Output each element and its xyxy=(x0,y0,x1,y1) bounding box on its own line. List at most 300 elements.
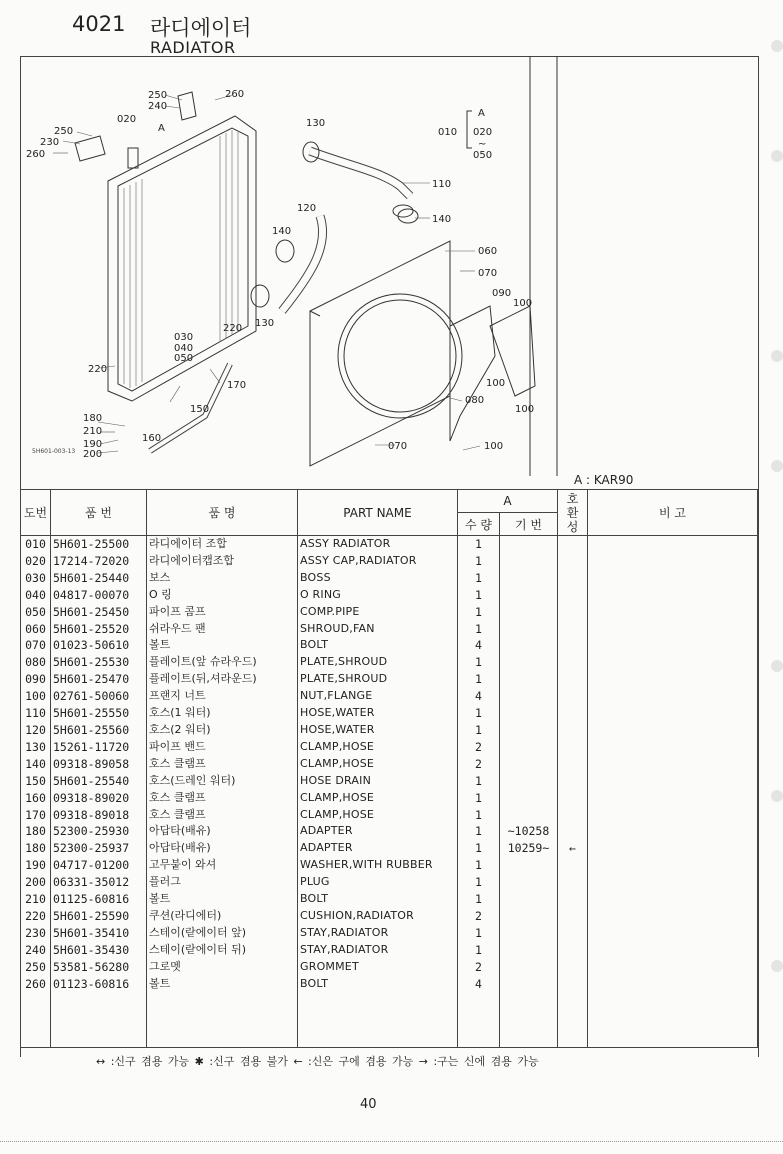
cell-remark xyxy=(588,654,758,671)
cell-part-no: 5H601-35430 xyxy=(51,942,147,959)
cell-remark xyxy=(588,959,758,976)
cell-remark xyxy=(588,587,758,604)
callout-label: 260 xyxy=(225,89,245,100)
table-row xyxy=(21,908,758,925)
cell-part-name: PLATE,SHROUD xyxy=(298,654,458,671)
cell-serial xyxy=(500,857,558,874)
cell-part-name: PLUG xyxy=(298,874,458,891)
callout-label: 050 xyxy=(174,353,194,364)
cell-name-ko: 호스 클램프 xyxy=(147,807,298,824)
cell-ic xyxy=(558,671,588,688)
callout-label: 100 xyxy=(515,404,535,415)
cell-remark xyxy=(588,807,758,824)
cell-remark xyxy=(588,688,758,705)
callout-label: 010 xyxy=(438,127,458,138)
cell-name-ko: 호스 클램프 xyxy=(147,790,298,807)
table-row xyxy=(21,959,758,976)
callout-label: 250 xyxy=(54,126,74,137)
cell-part-no: 53581-56280 xyxy=(51,959,147,976)
cell-part-no: 02761-50060 xyxy=(51,688,147,705)
callout-label: 100 xyxy=(486,378,506,389)
callout-label: 060 xyxy=(478,246,498,257)
empty-cell xyxy=(21,992,51,1048)
cell-part-name: BOLT xyxy=(298,891,458,908)
cell-part-name: BOSS xyxy=(298,570,458,587)
cell-name-ko: 볼트 xyxy=(147,891,298,908)
cell-no: 240 xyxy=(21,942,51,959)
cell-qty: 1 xyxy=(458,942,500,959)
cell-name-ko: 쉬라우드 팬 xyxy=(147,621,298,638)
cell-name-ko: 프랜지 너트 xyxy=(147,688,298,705)
header-no: 도번 xyxy=(21,490,51,536)
legend: ↔ :신구 겸용 가능 ✱ :신구 겸용 불가 ← :신은 구에 겸용 가능 → :구는 신에 겸용 가능 xyxy=(96,1055,539,1068)
cell-name-ko: O 링 xyxy=(147,587,298,604)
empty-cell xyxy=(558,992,588,1048)
cell-part-name: HOSE DRAIN xyxy=(298,773,458,790)
cell-part-name: GROMMET xyxy=(298,959,458,976)
cell-serial xyxy=(500,976,558,993)
cell-serial xyxy=(500,570,558,587)
callout-label: A xyxy=(158,123,165,134)
callout-label: 040 xyxy=(174,343,194,354)
cell-no: 220 xyxy=(21,908,51,925)
callout-label: 110 xyxy=(432,179,452,190)
cell-ic xyxy=(558,739,588,756)
cell-qty: 1 xyxy=(458,722,500,739)
header-title-ko: 라디에이터 xyxy=(150,16,252,40)
cell-part-no: 52300-25930 xyxy=(51,823,147,840)
cell-part-name: CLAMP,HOSE xyxy=(298,790,458,807)
header-interchange: 호 환 성 xyxy=(558,490,588,536)
cell-name-ko: 볼트 xyxy=(147,637,298,654)
cell-qty: 1 xyxy=(458,705,500,722)
cell-part-no: 15261-11720 xyxy=(51,739,147,756)
cell-qty: 1 xyxy=(458,891,500,908)
cell-name-ko: 아답타(배유) xyxy=(147,840,298,857)
table-row xyxy=(21,790,758,807)
cell-name-ko: 쿠션(라디에터) xyxy=(147,908,298,925)
callout-label: ~ xyxy=(478,139,487,150)
cell-remark xyxy=(588,604,758,621)
cell-remark xyxy=(588,621,758,638)
cell-serial xyxy=(500,621,558,638)
header-name-ko: 품 명 xyxy=(147,490,298,536)
cell-no: 100 xyxy=(21,688,51,705)
cell-ic xyxy=(558,790,588,807)
cell-no: 190 xyxy=(21,857,51,874)
cell-part-name: BOLT xyxy=(298,976,458,993)
cell-ic xyxy=(558,942,588,959)
cell-name-ko: 라디에이터캡조합 xyxy=(147,553,298,570)
cell-ic xyxy=(558,891,588,908)
cell-remark xyxy=(588,570,758,587)
cell-name-ko: 스테이(랃에이터 앞) xyxy=(147,925,298,942)
cell-part-name: HOSE,WATER xyxy=(298,705,458,722)
fan-shroud xyxy=(310,241,450,466)
cell-no: 050 xyxy=(21,604,51,621)
table-row xyxy=(21,840,758,857)
diagram-ref-code: 5H601-003-13 xyxy=(32,448,76,455)
cell-remark xyxy=(588,840,758,857)
cell-ic xyxy=(558,654,588,671)
callout-label: 100 xyxy=(513,298,533,309)
cell-part-no: 01125-60816 xyxy=(51,891,147,908)
parts-table xyxy=(20,489,758,1048)
cell-qty: 1 xyxy=(458,840,500,857)
cell-remark xyxy=(588,942,758,959)
header-part-name: PART NAME xyxy=(298,490,458,536)
binder-hole xyxy=(771,460,783,472)
callout-label: 190 xyxy=(83,439,103,450)
cell-serial: ~10258 xyxy=(500,823,558,840)
cell-name-ko: 파이프 밴드 xyxy=(147,739,298,756)
cell-remark xyxy=(588,722,758,739)
exploded-diagram xyxy=(20,56,757,476)
cell-ic xyxy=(558,570,588,587)
cell-ic xyxy=(558,756,588,773)
table-row xyxy=(21,756,758,773)
cell-part-no: 01023-50610 xyxy=(51,637,147,654)
cell-part-no: 17214-72020 xyxy=(51,553,147,570)
cell-qty: 4 xyxy=(458,688,500,705)
callout-label: 070 xyxy=(388,441,408,452)
table-row xyxy=(21,587,758,604)
callout-label: 070 xyxy=(478,268,498,279)
cell-remark xyxy=(588,823,758,840)
header-remark: 비 고 xyxy=(588,490,758,536)
empty-cell xyxy=(298,992,458,1048)
cell-no: 250 xyxy=(21,959,51,976)
cell-remark xyxy=(588,705,758,722)
cell-name-ko: 볼트 xyxy=(147,976,298,993)
callout-label: A xyxy=(478,108,485,119)
cell-serial xyxy=(500,688,558,705)
cell-ic xyxy=(558,773,588,790)
cell-serial xyxy=(500,604,558,621)
cell-name-ko: 플러그 xyxy=(147,874,298,891)
cell-part-no: 5H601-25440 xyxy=(51,570,147,587)
cell-remark xyxy=(588,857,758,874)
callout-label: 200 xyxy=(83,449,103,460)
callout-label: 020 xyxy=(473,127,493,138)
table-row xyxy=(21,654,758,671)
table-row xyxy=(21,536,758,553)
table-row xyxy=(21,857,758,874)
cell-part-no: 5H601-35410 xyxy=(51,925,147,942)
callout-label: 250 xyxy=(148,90,168,101)
cell-qty: 1 xyxy=(458,536,500,553)
cell-ic xyxy=(558,536,588,553)
cell-ic xyxy=(558,908,588,925)
cell-remark xyxy=(588,790,758,807)
cell-name-ko: 스테이(랃에이터 뒤) xyxy=(147,942,298,959)
cell-remark xyxy=(588,891,758,908)
cell-qty: 1 xyxy=(458,874,500,891)
cell-remark xyxy=(588,874,758,891)
cell-serial xyxy=(500,637,558,654)
cell-part-no: 04717-01200 xyxy=(51,857,147,874)
cell-serial xyxy=(500,959,558,976)
table-row xyxy=(21,942,758,959)
table-row xyxy=(21,925,758,942)
cell-serial xyxy=(500,942,558,959)
cell-part-no: 09318-89020 xyxy=(51,790,147,807)
cell-remark xyxy=(588,773,758,790)
bottom-edge xyxy=(0,1141,783,1143)
cell-qty: 1 xyxy=(458,925,500,942)
cell-name-ko: 라디에이터 조합 xyxy=(147,536,298,553)
cell-ic xyxy=(558,722,588,739)
cell-no: 260 xyxy=(21,976,51,993)
callout-label: 210 xyxy=(83,426,103,437)
cell-qty: 1 xyxy=(458,553,500,570)
table-row xyxy=(21,553,758,570)
callout-label: 140 xyxy=(432,214,452,225)
cell-part-name: STAY,RADIATOR xyxy=(298,925,458,942)
cell-ic xyxy=(558,976,588,993)
empty-cell xyxy=(458,992,500,1048)
table-row xyxy=(21,976,758,993)
cell-no: 130 xyxy=(21,739,51,756)
cell-qty: 4 xyxy=(458,637,500,654)
cell-remark xyxy=(588,671,758,688)
callout-label: 220 xyxy=(88,364,108,375)
cell-part-no: 5H601-25500 xyxy=(51,536,147,553)
cell-qty: 1 xyxy=(458,857,500,874)
cell-serial xyxy=(500,807,558,824)
cell-qty: 1 xyxy=(458,654,500,671)
callout-label: 260 xyxy=(26,149,46,160)
binder-hole xyxy=(771,40,783,52)
cell-qty: 2 xyxy=(458,756,500,773)
cell-no: 080 xyxy=(21,654,51,671)
cell-qty: 2 xyxy=(458,959,500,976)
cell-name-ko: 호스(드레인 워터) xyxy=(147,773,298,790)
cell-serial xyxy=(500,773,558,790)
cell-serial xyxy=(500,790,558,807)
cell-ic xyxy=(558,604,588,621)
cell-ic xyxy=(558,959,588,976)
cell-no: 070 xyxy=(21,637,51,654)
cell-ic xyxy=(558,553,588,570)
cell-no: 030 xyxy=(21,570,51,587)
cell-no: 090 xyxy=(21,671,51,688)
cell-no: 160 xyxy=(21,790,51,807)
cell-no: 110 xyxy=(21,705,51,722)
cell-qty: 1 xyxy=(458,807,500,824)
table-row xyxy=(21,705,758,722)
cell-ic xyxy=(558,705,588,722)
empty-cell xyxy=(147,992,298,1048)
cell-part-name: ASSY RADIATOR xyxy=(298,536,458,553)
callout-label: 020 xyxy=(117,114,137,125)
cell-part-no: 5H601-25470 xyxy=(51,671,147,688)
cell-part-name: CLAMP,HOSE xyxy=(298,739,458,756)
cell-name-ko: 고무붙이 와셔 xyxy=(147,857,298,874)
cell-name-ko: 호스 클램프 xyxy=(147,756,298,773)
header-part-no: 품 번 xyxy=(51,490,147,536)
cell-name-ko: 호스(1 워터) xyxy=(147,705,298,722)
table-row xyxy=(21,773,758,790)
cell-part-no: 5H601-25530 xyxy=(51,654,147,671)
cell-no: 170 xyxy=(21,807,51,824)
cell-part-name: O RING xyxy=(298,587,458,604)
cell-part-no: 5H601-25560 xyxy=(51,722,147,739)
callout-label: 220 xyxy=(223,323,243,334)
header-group-a: A xyxy=(458,490,558,513)
cell-part-name: COMP.PIPE xyxy=(298,604,458,621)
cell-no: 010 xyxy=(21,536,51,553)
cell-remark xyxy=(588,553,758,570)
cell-name-ko: 그로멧 xyxy=(147,959,298,976)
callout-label: 130 xyxy=(306,118,326,129)
cell-serial: 10259~ xyxy=(500,840,558,857)
cell-part-name: BOLT xyxy=(298,637,458,654)
cell-no: 140 xyxy=(21,756,51,773)
callout-label: 090 xyxy=(492,288,512,299)
cell-no: 060 xyxy=(21,621,51,638)
cell-part-name: CLAMP,HOSE xyxy=(298,756,458,773)
cell-part-no: 06331-35012 xyxy=(51,874,147,891)
cell-serial xyxy=(500,671,558,688)
header-title-en: RADIATOR xyxy=(150,38,236,57)
cell-name-ko: 아답타(배유) xyxy=(147,823,298,840)
cell-qty: 1 xyxy=(458,570,500,587)
table-row xyxy=(21,722,758,739)
cell-serial xyxy=(500,722,558,739)
cell-qty: 1 xyxy=(458,671,500,688)
page-number: 40 xyxy=(360,1097,377,1112)
cell-ic xyxy=(558,925,588,942)
table-row xyxy=(21,637,758,654)
cell-serial xyxy=(500,925,558,942)
callout-label: 160 xyxy=(142,433,162,444)
table-row xyxy=(21,671,758,688)
cell-part-name: NUT,FLANGE xyxy=(298,688,458,705)
cell-no: 210 xyxy=(21,891,51,908)
cell-serial xyxy=(500,705,558,722)
cell-remark xyxy=(588,739,758,756)
cell-qty: 2 xyxy=(458,908,500,925)
cell-remark xyxy=(588,976,758,993)
cell-part-no: 09318-89018 xyxy=(51,807,147,824)
cell-ic xyxy=(558,874,588,891)
cell-remark xyxy=(588,908,758,925)
empty-cell xyxy=(51,992,147,1048)
cell-part-name: ADAPTER xyxy=(298,840,458,857)
cell-part-name: WASHER,WITH RUBBER xyxy=(298,857,458,874)
cell-ic xyxy=(558,823,588,840)
cell-qty: 1 xyxy=(458,773,500,790)
cell-ic xyxy=(558,857,588,874)
cell-part-name: SHROUD,FAN xyxy=(298,621,458,638)
table-row xyxy=(21,739,758,756)
cell-no: 180 xyxy=(21,823,51,840)
cell-remark xyxy=(588,756,758,773)
cell-qty: 1 xyxy=(458,604,500,621)
cell-ic xyxy=(558,688,588,705)
cell-no: 150 xyxy=(21,773,51,790)
cell-part-no: 04817-00070 xyxy=(51,587,147,604)
callout-label: 030 xyxy=(174,332,194,343)
callout-label: 100 xyxy=(484,441,504,452)
cell-part-name: CUSHION,RADIATOR xyxy=(298,908,458,925)
cell-part-name: ADAPTER xyxy=(298,823,458,840)
header-serial: 기 번 xyxy=(500,513,558,536)
table-row xyxy=(21,807,758,824)
cell-qty: 1 xyxy=(458,790,500,807)
cell-qty: 1 xyxy=(458,823,500,840)
cell-serial xyxy=(500,891,558,908)
cell-part-no: 01123-60816 xyxy=(51,976,147,993)
cell-serial xyxy=(500,587,558,604)
cell-name-ko: 플레이트(뒤,셔라운드) xyxy=(147,671,298,688)
binder-hole xyxy=(771,960,783,972)
cell-qty: 1 xyxy=(458,587,500,604)
binder-hole xyxy=(771,790,783,802)
table-filler-row xyxy=(21,992,758,1048)
cell-serial xyxy=(500,908,558,925)
cell-part-no: 5H601-25450 xyxy=(51,604,147,621)
empty-cell xyxy=(500,992,558,1048)
cell-no: 040 xyxy=(21,587,51,604)
model-note: A : KAR90 xyxy=(574,473,634,487)
cell-part-name: PLATE,SHROUD xyxy=(298,671,458,688)
cell-part-name: ASSY CAP,RADIATOR xyxy=(298,553,458,570)
cell-ic xyxy=(558,621,588,638)
callout-label: 130 xyxy=(255,318,275,329)
cell-qty: 2 xyxy=(458,739,500,756)
table-row xyxy=(21,604,758,621)
cell-no: 230 xyxy=(21,925,51,942)
callout-label: 140 xyxy=(272,226,292,237)
cell-part-name: CLAMP,HOSE xyxy=(298,807,458,824)
cell-ic xyxy=(558,807,588,824)
cell-part-no: 52300-25937 xyxy=(51,840,147,857)
table-row xyxy=(21,688,758,705)
cell-ic: ← xyxy=(558,840,588,857)
cell-ic xyxy=(558,587,588,604)
table-row xyxy=(21,823,758,840)
cell-qty: 4 xyxy=(458,976,500,993)
cell-remark xyxy=(588,637,758,654)
binder-hole xyxy=(771,150,783,162)
callout-label: 240 xyxy=(148,101,168,112)
cell-qty: 1 xyxy=(458,621,500,638)
cell-remark xyxy=(588,925,758,942)
callout-label: 170 xyxy=(227,380,247,391)
cell-serial xyxy=(500,739,558,756)
cell-part-no: 5H601-25590 xyxy=(51,908,147,925)
callout-label: 080 xyxy=(465,395,485,406)
table-row xyxy=(21,891,758,908)
callout-label: 180 xyxy=(83,413,103,424)
cell-name-ko: 호스(2 워터) xyxy=(147,722,298,739)
cell-part-no: 5H601-25550 xyxy=(51,705,147,722)
cell-name-ko: 플레이트(앞 슈라우드) xyxy=(147,654,298,671)
binder-hole xyxy=(771,350,783,362)
table-row xyxy=(21,621,758,638)
header-code: 4021 xyxy=(72,12,126,36)
cell-part-name: HOSE,WATER xyxy=(298,722,458,739)
cell-no: 120 xyxy=(21,722,51,739)
callout-label: 230 xyxy=(40,137,60,148)
callout-label: 150 xyxy=(190,404,210,415)
table-row xyxy=(21,570,758,587)
cell-no: 180 xyxy=(21,840,51,857)
binder-hole xyxy=(771,660,783,672)
cell-ic xyxy=(558,637,588,654)
